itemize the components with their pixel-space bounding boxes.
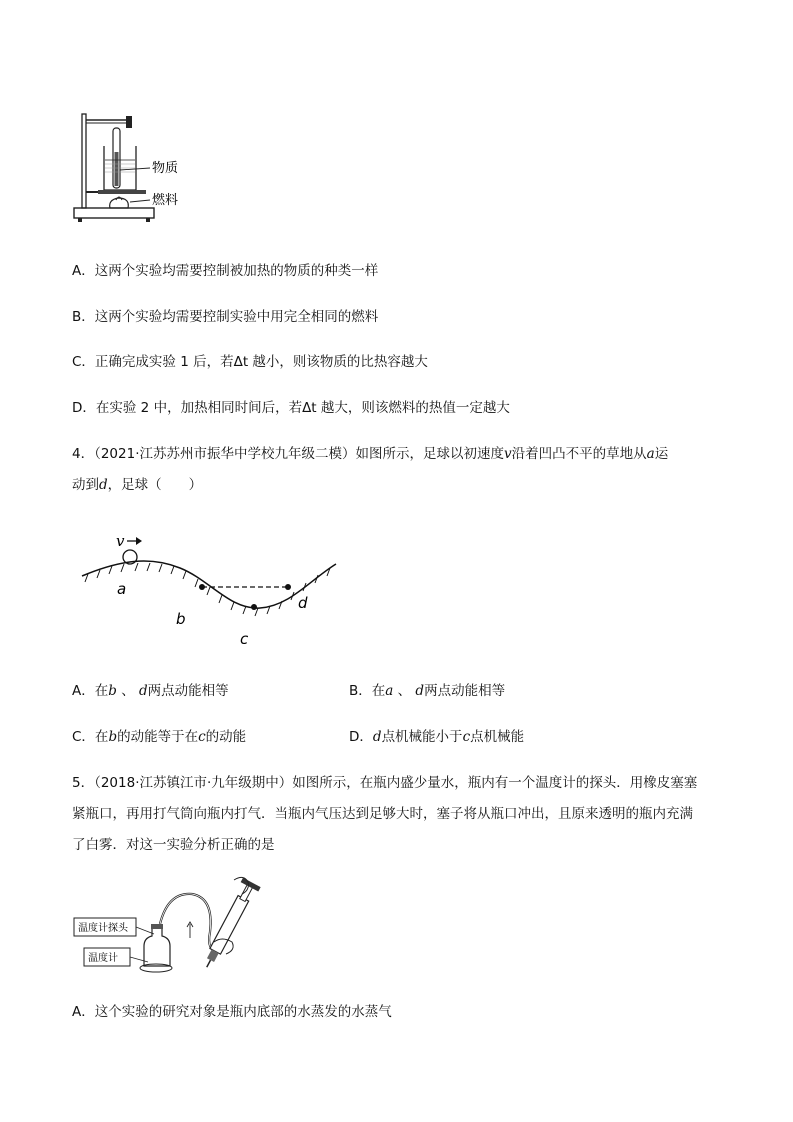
bottle-pump-figure [72, 872, 272, 982]
label-b: b [176, 610, 186, 628]
ball-on-ground-figure [80, 528, 342, 652]
label-c: c [240, 630, 249, 648]
q4-option-c: C．在b的动能等于在c的动能 [72, 729, 247, 745]
q4-option-b: B．在a 、 d两点动能相等 [349, 683, 506, 699]
q5-stem-line2: 紧瓶口，再用打气筒向瓶内打气．当瓶内气压达到足够大时，塞子将从瓶口冲出，且原来透明的瓶内充满 [72, 806, 693, 822]
heating-apparatus-figure [72, 108, 202, 228]
q5-option-a: A．这个实验的研究对象是瓶内底部的水蒸发的水蒸气 [72, 1004, 392, 1020]
q4-stem-line2: 动到d，足球（ ） [72, 477, 203, 493]
q3-option-d: D．在实验 2 中，加热相同时间后，若Δt 越大，则该燃料的热值一定越大 [72, 400, 510, 416]
point-c [251, 604, 257, 610]
q4-option-a: A．在b 、 d两点动能相等 [72, 683, 229, 699]
q5-stem-line3: 了白雾．对这一实验分析正确的是 [72, 837, 275, 853]
label-d: d [298, 594, 308, 612]
point-d [285, 584, 291, 590]
fuel-label: 燃料 [152, 193, 179, 208]
q3-option-b: B．这两个实验均需要控制实验中用完全相同的燃料 [72, 309, 379, 325]
substance-label: 物质 [152, 161, 179, 176]
q4-stem-line1: 4．（2021·江苏苏州市振华中学校九年级二模）如图所示，足球以初速度v沿着凹凸不平的草地从a运 [72, 446, 669, 462]
point-b [199, 584, 205, 590]
probe-label: 温度计探头 [78, 923, 128, 934]
velocity-label: v [116, 532, 125, 550]
q3-option-c: C．正确完成实验 1 后，若Δt 越小，则该物质的比热容越大 [72, 354, 428, 370]
thermometer-label: 温度计 [88, 953, 118, 964]
q4-option-d: D．d点机械能小于c点机械能 [349, 729, 525, 745]
q5-stem-line1: 5．（2018·江苏镇江市·九年级期中）如图所示，在瓶内盛少量水，瓶内有一个温度计的探头．用橡皮塞塞 [72, 775, 698, 791]
label-a: a [117, 580, 127, 598]
q3-option-a: A．这两个实验均需要控制被加热的物质的种类一样 [72, 263, 379, 279]
